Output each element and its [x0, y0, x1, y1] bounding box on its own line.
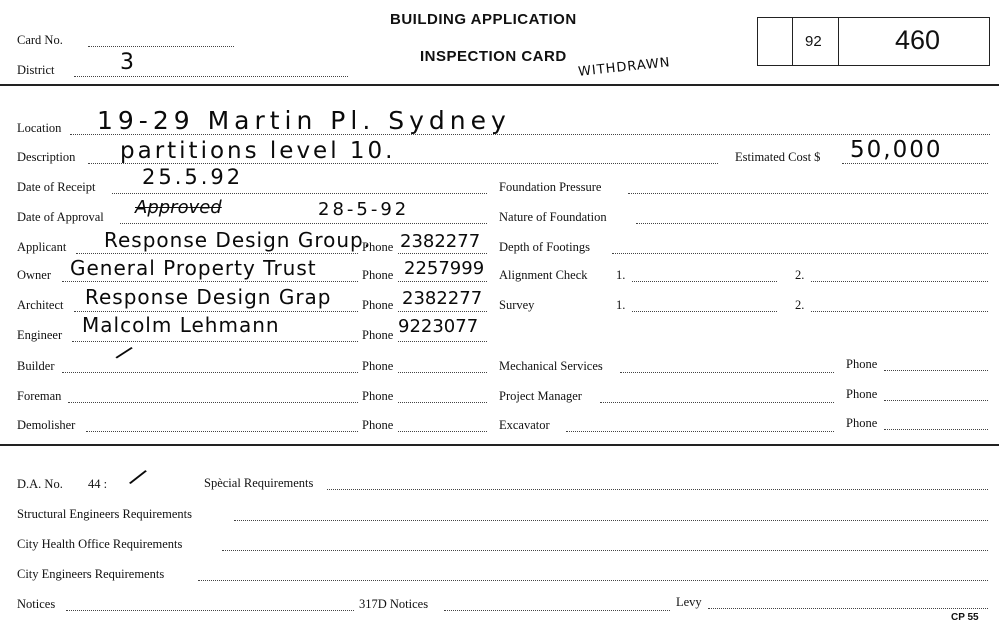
nature-foundation-field[interactable] [636, 223, 988, 224]
foreman-phone-field[interactable] [398, 402, 487, 403]
special-requirements-field[interactable] [327, 489, 988, 490]
description-value: partitions level 10. [120, 138, 396, 164]
withdrawn-note: WITHDRAWN [577, 55, 672, 80]
structural-label: Structural Engineers Requirements [17, 507, 192, 521]
applicant-phone-field[interactable] [398, 253, 487, 254]
architect-field[interactable] [74, 311, 358, 312]
top-rule [0, 84, 999, 86]
levy-field[interactable] [708, 608, 988, 609]
builder-phone-field[interactable] [398, 372, 487, 373]
depth-footings-label: Depth of Footings [499, 240, 590, 254]
form-code: CP 55 [951, 612, 979, 623]
foreman-phone-label: Phone [362, 389, 394, 403]
estimated-cost-label: Estimated Cost $ [735, 150, 821, 164]
date-approval-struck: Approved [135, 197, 222, 218]
date-receipt-value: 25.5.92 [142, 165, 244, 189]
box-divider-1 [792, 17, 793, 66]
pm-label: Project Manager [499, 389, 582, 403]
alignment-1-label: 1. [616, 268, 626, 282]
engineer-field[interactable] [72, 341, 358, 342]
survey-label: Survey [499, 298, 535, 312]
builder-phone-label: Phone [362, 359, 394, 373]
survey-1-label: 1. [616, 298, 626, 312]
foundation-pressure-field[interactable] [628, 193, 988, 194]
architect-value: Response Design Grap [85, 285, 332, 309]
alignment-2-label: 2. [795, 268, 805, 282]
owner-phone-label: Phone [362, 268, 394, 282]
notices-317d-label: 317D Notices [359, 597, 429, 611]
demolisher-phone-label: Phone [362, 418, 394, 432]
file-number: 460 [895, 25, 941, 55]
builder-value: / [112, 341, 136, 366]
alignment-1-field[interactable] [632, 281, 777, 282]
foreman-field[interactable] [68, 402, 358, 403]
alignment-2-field[interactable] [811, 281, 988, 282]
date-receipt-label: Date of Receipt [17, 180, 96, 194]
pm-phone-field[interactable] [884, 400, 988, 401]
mech-services-label: Mechanical Services [499, 359, 603, 373]
architect-phone-label: Phone [362, 298, 394, 312]
survey-1-field[interactable] [632, 311, 777, 312]
pm-field[interactable] [600, 402, 834, 403]
notices-label: Notices [17, 597, 56, 611]
owner-value: General Property Trust [70, 256, 317, 280]
mech-phone-field[interactable] [884, 370, 988, 371]
applicant-label: Applicant [17, 240, 67, 254]
demolisher-label: Demolisher [17, 418, 76, 432]
card-no-field[interactable] [88, 46, 234, 47]
excavator-label: Excavator [499, 418, 550, 432]
health-field[interactable] [222, 550, 988, 551]
city-engineers-label: City Engineers Requirements [17, 567, 165, 581]
builder-field[interactable] [62, 372, 358, 373]
applicant-value: Response Design Group. [104, 228, 372, 252]
architect-label: Architect [17, 298, 64, 312]
architect-phone-field[interactable] [398, 311, 487, 312]
estimated-cost-field[interactable] [842, 163, 988, 164]
engineer-phone-value: 9223077 [398, 316, 479, 337]
form-title: BUILDING APPLICATION [390, 11, 577, 28]
notices-317d-field[interactable] [444, 610, 670, 611]
foundation-pressure-label: Foundation Pressure [499, 180, 602, 194]
special-requirements-label: Spècial Requirements [204, 476, 314, 490]
engineer-phone-label: Phone [362, 328, 394, 342]
description-label: Description [17, 150, 76, 164]
location-label: Location [17, 121, 62, 135]
owner-phone-value: 2257999 [404, 258, 485, 279]
excavator-phone-label: Phone [846, 416, 878, 430]
file-year: 92 [805, 33, 822, 50]
engineer-phone-field[interactable] [398, 341, 487, 342]
date-approval-label: Date of Approval [17, 210, 104, 224]
district-label: District [17, 63, 55, 77]
estimated-cost-value: 50,000 [850, 137, 943, 163]
excavator-phone-field[interactable] [884, 429, 988, 430]
district-value: 3 [120, 50, 135, 75]
owner-label: Owner [17, 268, 52, 282]
middle-rule [0, 444, 999, 446]
location-value: 19-29 Martin Pl. Sydney [97, 106, 511, 135]
date-receipt-field[interactable] [112, 193, 487, 194]
card-no-label: Card No. [17, 33, 63, 47]
city-engineers-field[interactable] [198, 580, 988, 581]
da-mark: / [126, 462, 151, 492]
depth-footings-field[interactable] [612, 253, 988, 254]
engineer-value: Malcolm Lehmann [82, 313, 280, 337]
applicant-field[interactable] [76, 253, 358, 254]
da-no-label: D.A. No. [17, 477, 63, 491]
architect-phone-value: 2382277 [402, 288, 483, 309]
box-divider-2 [838, 17, 839, 66]
notices-field[interactable] [66, 610, 354, 611]
survey-2-label: 2. [795, 298, 805, 312]
engineer-label: Engineer [17, 328, 63, 342]
foreman-label: Foreman [17, 389, 62, 403]
owner-phone-field[interactable] [398, 281, 487, 282]
excavator-field[interactable] [566, 431, 834, 432]
demolisher-phone-field[interactable] [398, 431, 487, 432]
pm-phone-label: Phone [846, 387, 878, 401]
survey-2-field[interactable] [811, 311, 988, 312]
structural-field[interactable] [234, 520, 988, 521]
date-approval-field[interactable] [120, 223, 487, 224]
date-approval-value: 28-5-92 [318, 199, 410, 220]
district-field[interactable] [74, 76, 348, 77]
demolisher-field[interactable] [86, 431, 358, 432]
levy-label: Levy [676, 595, 702, 609]
applicant-phone-value: 2382277 [400, 231, 481, 252]
owner-field[interactable] [62, 281, 358, 282]
mech-phone-label: Phone [846, 357, 878, 371]
da-no-value: 44 : [88, 477, 108, 491]
form-subtitle: INSPECTION CARD [420, 48, 567, 65]
builder-label: Builder [17, 359, 55, 373]
alignment-check-label: Alignment Check [499, 268, 588, 282]
applicant-phone-label: Phone [362, 240, 394, 254]
nature-foundation-label: Nature of Foundation [499, 210, 607, 224]
health-label: City Health Office Requirements [17, 537, 183, 551]
mech-services-field[interactable] [620, 372, 834, 373]
